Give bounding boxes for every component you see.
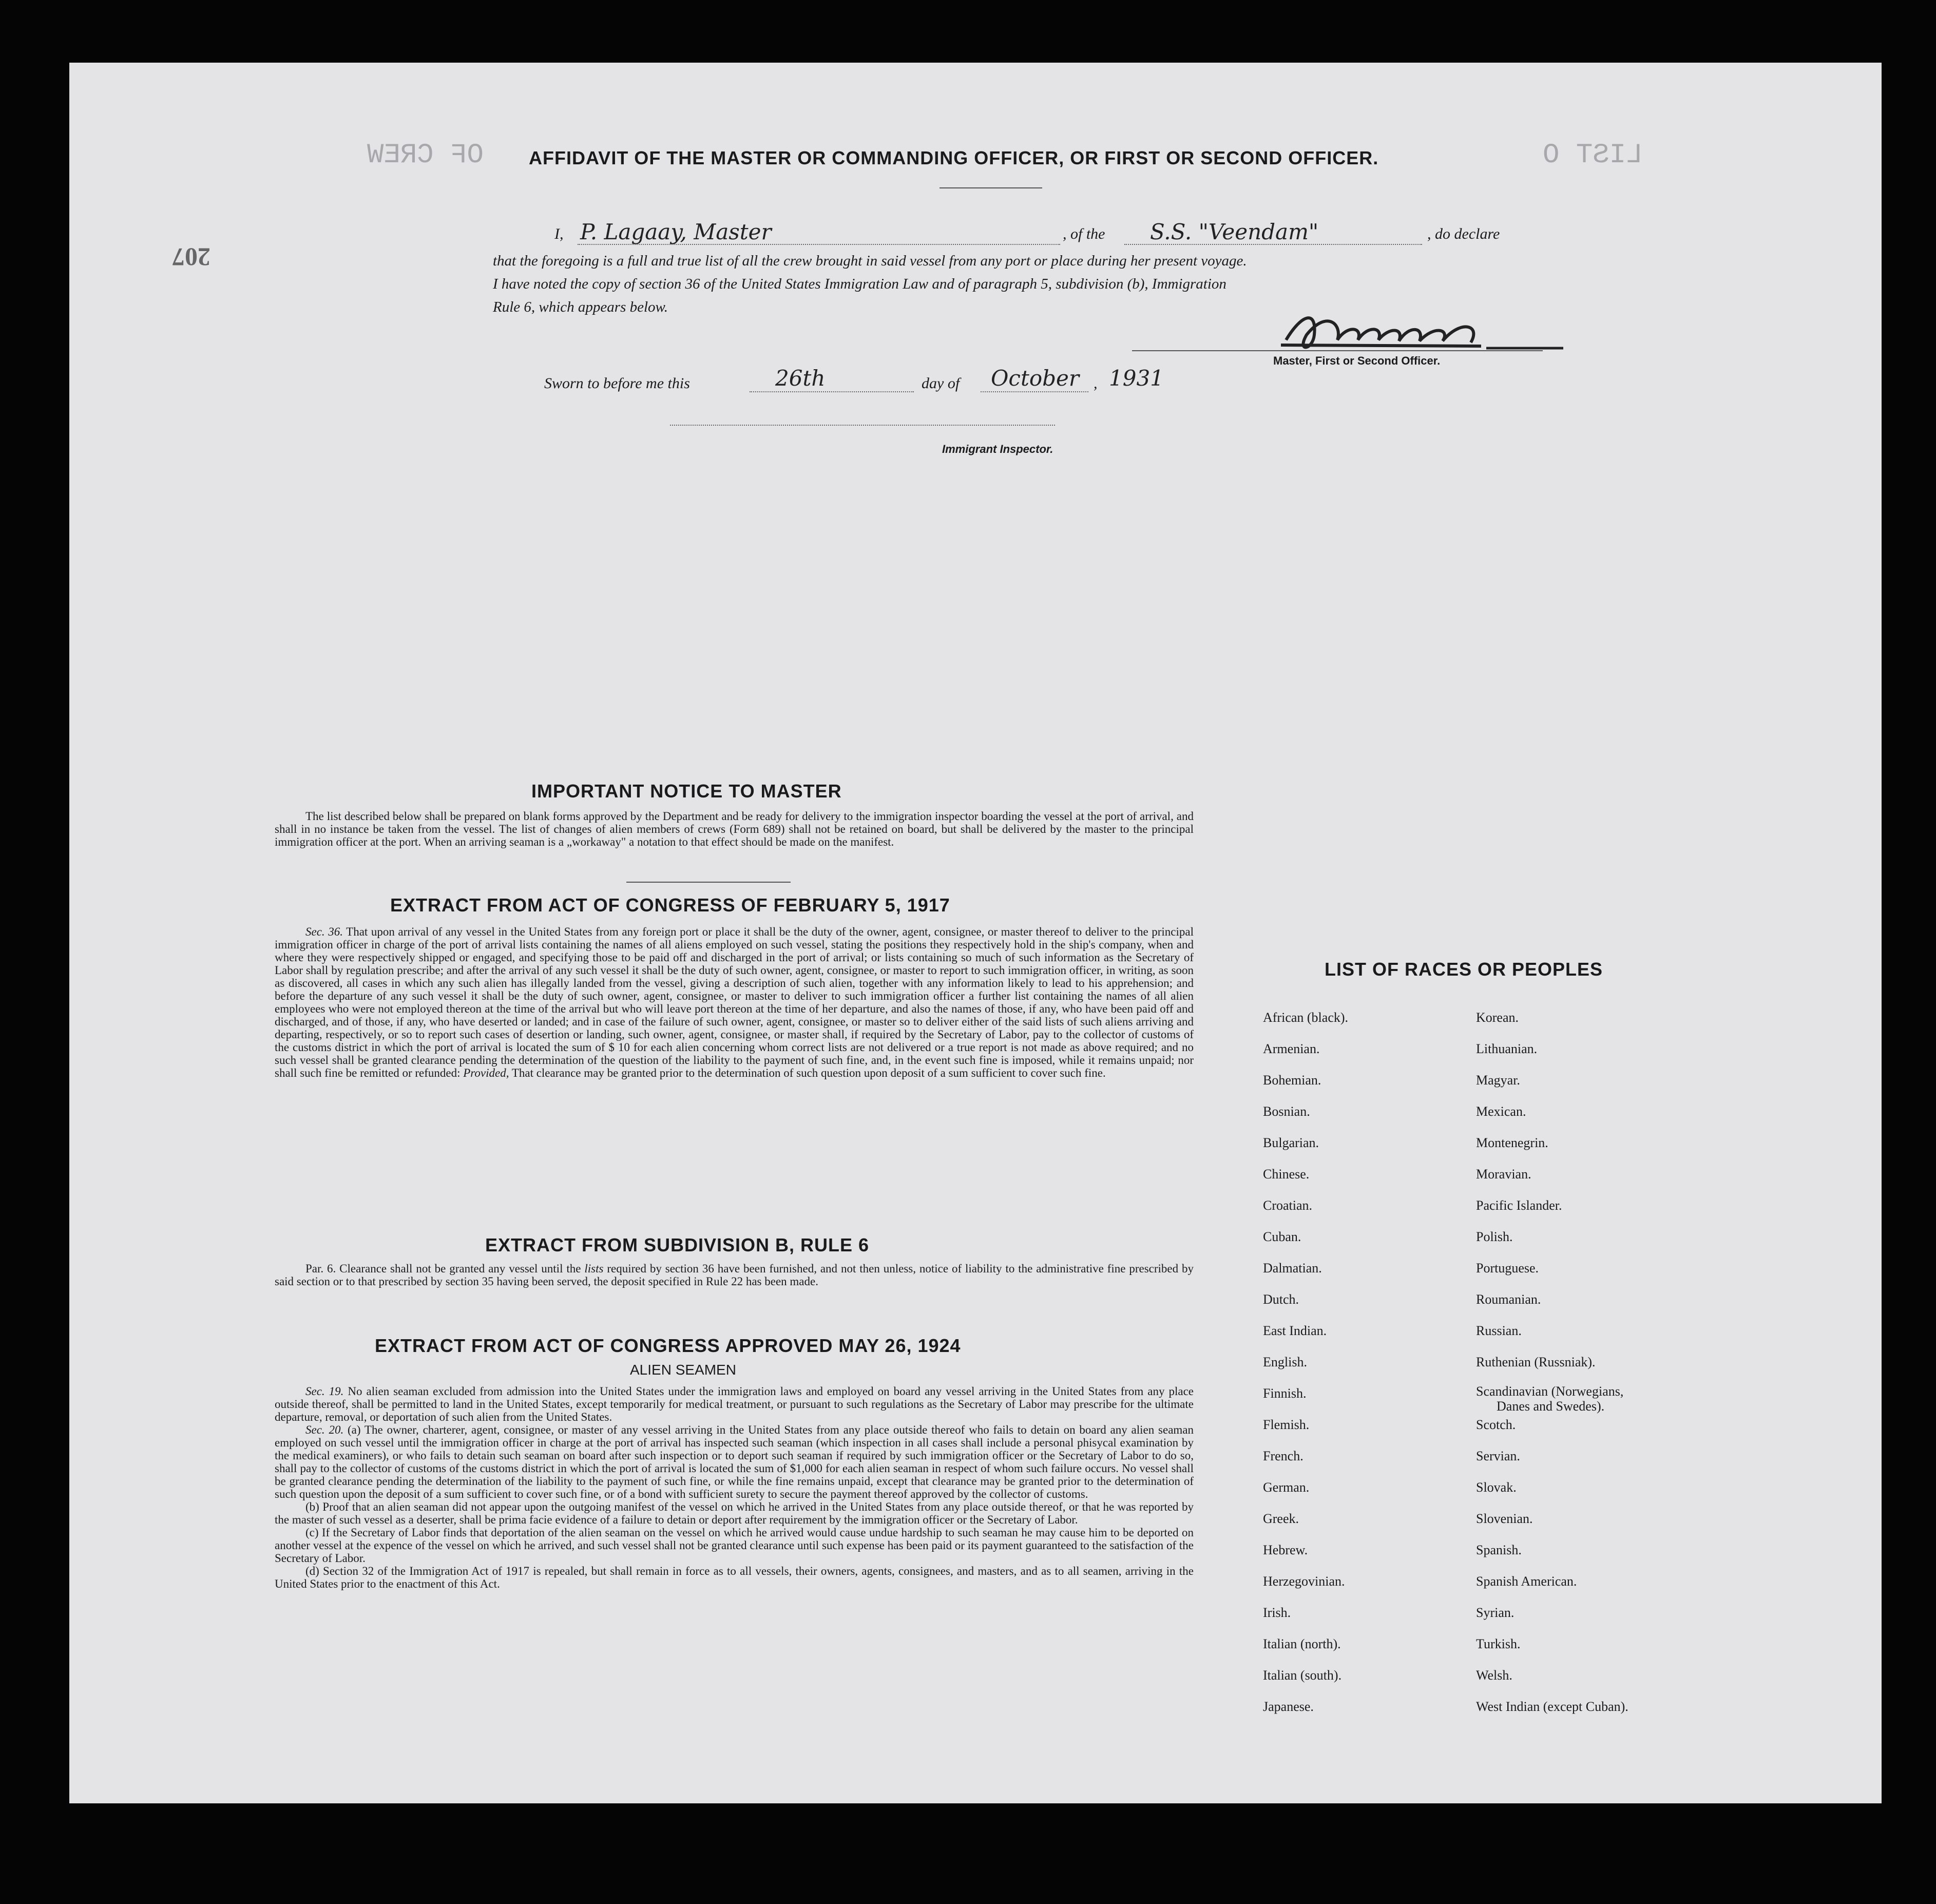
- race-right: Spanish.: [1476, 1543, 1522, 1557]
- sec-36-provided: Provided,: [463, 1067, 509, 1079]
- master-signature: [1266, 304, 1594, 360]
- sworn-year: 1931: [1109, 366, 1164, 391]
- affidavit-declare: , do declare: [1427, 225, 1500, 242]
- sworn-prefix: Sworn to before me this: [544, 375, 690, 392]
- inspector-line: [670, 425, 1055, 426]
- race-left: Armenian.: [1263, 1041, 1320, 1056]
- race-right: Polish.: [1476, 1229, 1513, 1244]
- signature-line: [1132, 350, 1543, 351]
- affidavit-i: I,: [554, 225, 564, 242]
- race-right: Lithuanian.: [1476, 1041, 1538, 1056]
- race-left: Irish.: [1263, 1605, 1291, 1620]
- race-right: Ruthenian (Russniak).: [1476, 1355, 1596, 1369]
- bleed-through-title-left: LIST O: [1543, 140, 1643, 171]
- sec-20c: (c) If the Secretary of Labor finds that deportation of the alien seaman on the vessel on which he arrived would cause undue hardship to such seaman he may cause him to be deported on another vessel at the expence of the vessel on which he arrived, and such vessel shall not be granted clearance until such expense has been paid or its payment guaranteed to the satisfaction of the Secretary of Labor.: [275, 1526, 1194, 1565]
- race-right: Magyar.: [1476, 1073, 1520, 1088]
- affidavit-title: AFFIDAVIT OF THE MASTER OR COMMANDING OFFICER, OR FIRST OR SECOND OFFICER.: [529, 147, 1379, 168]
- document-page: [69, 63, 1882, 1803]
- race-left: Bohemian.: [1263, 1073, 1321, 1088]
- sec-36-text-end: That clearance may be granted prior to the determination of such question upon deposit of a sum sufficient to cover such fine.: [511, 1067, 1106, 1079]
- race-left: German.: [1263, 1480, 1310, 1495]
- sworn-day: 26th: [775, 366, 826, 391]
- sec-19-label: Sec. 19.: [305, 1385, 344, 1398]
- rule6-text-a: Par. 6. Clearance shall not be granted any vessel until the: [305, 1262, 581, 1275]
- race-right: Slovenian.: [1476, 1511, 1533, 1526]
- race-left: Finnish.: [1263, 1386, 1307, 1401]
- title-divider: [940, 187, 1042, 188]
- race-left: Flemish.: [1263, 1417, 1310, 1432]
- races-title: LIST OF RACES OR PEOPLES: [1325, 959, 1603, 980]
- race-left: Hebrew.: [1263, 1543, 1308, 1557]
- extract-1924-body: [275, 1385, 1194, 1590]
- race-left: French.: [1263, 1449, 1304, 1463]
- extract-1917-title: EXTRACT FROM ACT OF CONGRESS OF FEBRUARY 5, 1917: [390, 894, 950, 916]
- race-right: Syrian.: [1476, 1605, 1515, 1620]
- sec-19: [275, 1385, 1194, 1423]
- vessel-name: S.S. "Veendam": [1150, 219, 1319, 244]
- bleed-through-title-right: OF CREW: [367, 140, 484, 171]
- race-right: West Indian (except Cuban).: [1476, 1699, 1628, 1714]
- race-right: Turkish.: [1476, 1636, 1521, 1651]
- race-left: East Indian.: [1263, 1323, 1327, 1338]
- sworn-comma: ,: [1094, 375, 1098, 392]
- race-right: Pacific Islander.: [1476, 1198, 1562, 1213]
- race-left: Italian (south).: [1263, 1668, 1342, 1683]
- race-left: Cuban.: [1263, 1229, 1301, 1244]
- race-right: Servian.: [1476, 1449, 1520, 1463]
- race-left: Bulgarian.: [1263, 1135, 1319, 1150]
- race-left: Dalmatian.: [1263, 1261, 1322, 1275]
- sworn-day-line: [750, 391, 914, 392]
- rule6-text-b: required by section 36 have been furnished, and not then unless, notice of liability to the administrative fine prescribed by said section or to that prescribed by section 35 having been served, the deposit specified in Rule 22 has been made.: [275, 1262, 1194, 1288]
- extract-1924-title: EXTRACT FROM ACT OF CONGRESS APPROVED MAY 26, 1924: [375, 1335, 961, 1356]
- sworn-day-of: day of: [922, 375, 960, 392]
- affidavit-line1: [554, 219, 1663, 250]
- sworn-month: October: [991, 366, 1079, 391]
- sec-36-label: Sec. 36.: [305, 925, 343, 938]
- race-right: Slovak.: [1476, 1480, 1517, 1495]
- race-left: Dutch.: [1263, 1292, 1299, 1307]
- sec-36-text: That upon arrival of any vessel in the United States from any foreign port or place it shall be the duty of the owner, agent, consignee, or master thereof to deliver to the principal immigration officer in charge of the port of arrival lists containing the names of all aliens employed on such vessel, stating the positions they respectively hold in the ship's company, when and where they were respectively shipped or engaged, and specifying those to be paid off and discharged in the port of arrival; or lists containing so much of such information as the Secretary of Labor shall by regulation prescribe; and after the arrival of any such vessel it shall be the duty of such owner, agent, consignee, or master to report to such immigration officer, in writing, as soon as discovered, all cases in which any such alien has illegally landed from the vessel, giving a description of such alien, together with any information likely to lead to his apprehension; and before the departure of any such vessel it shall be the duty of such owner, agent, consignee, or master to deliver to such immigration officer a further list containing the names of all alien employees who were not employed thereon at the time of the arrival but who will leave port thereon at the time of her departure, and also the names of those, if any, who have been paid off and discharged, and of those, if any, who have deserted or landed; and in case of the failure of such owner, agent, consignee, or master so to deliver either of the said lists of such aliens arriving and departing, respectively, or so to report such cases of desertion or landing, such owner, agent, consignee, or master shall, if required by the Secretary of Labor, pay to the collector of customs of the customs district in which the port of arrival is located the sum of $ 10 for each alien concerning whom correct lists are not delivered or a true report is not made as above required; and no such vessel shall be granted clearance pending the determination of the question of the liability to the payment of such fine, and, in the event such fine is imposed, while it remains unpaid; nor shall such fine be remitted or refunded:: [275, 925, 1194, 1079]
- master-name: P. Lagaay, Master: [580, 219, 772, 244]
- race-right: Montenegrin.: [1476, 1135, 1548, 1150]
- notice-title: IMPORTANT NOTICE TO MASTER: [531, 780, 842, 802]
- race-right: Scotch.: [1476, 1417, 1516, 1432]
- race-right: Moravian.: [1476, 1167, 1531, 1182]
- affidavit-line3: I have noted the copy of section 36 of the United States Immigration Law and of paragraph 5, subdivision (b), Immigration: [493, 276, 1226, 292]
- race-left: English.: [1263, 1355, 1307, 1369]
- margin-number: 207: [172, 243, 210, 272]
- extract-1924-subtitle: ALIEN SEAMEN: [630, 1362, 736, 1378]
- sworn-line: [544, 360, 1212, 396]
- race-right: Mexican.: [1476, 1104, 1526, 1119]
- race-left: Japanese.: [1263, 1699, 1314, 1714]
- race-right-cont: Danes and Swedes).: [1497, 1399, 1605, 1414]
- race-left: Herzegovinian.: [1263, 1574, 1345, 1589]
- race-right: Korean.: [1476, 1010, 1519, 1025]
- affidavit-of-the: , of the: [1063, 225, 1105, 242]
- race-left: Italian (north).: [1263, 1636, 1341, 1651]
- race-left: Bosnian.: [1263, 1104, 1310, 1119]
- sec-20b: (b) Proof that an alien seaman did not appear upon the outgoing manifest of the vessel on which he arrived in the United States from any place outside thereof, or that he was reported by the master of such vessel as a deserter, shall be prima facie evidence of a failure to detain or deport after requirement by the immigration officer or the Secretary of Labor.: [275, 1500, 1194, 1526]
- race-right: Scandinavian (Norwegians,: [1476, 1384, 1624, 1399]
- notice-divider: [626, 882, 791, 883]
- race-left: Greek.: [1263, 1511, 1299, 1526]
- extract-rule6-text: [275, 1262, 1194, 1288]
- race-right: Welsh.: [1476, 1668, 1512, 1683]
- race-right: Roumanian.: [1476, 1292, 1541, 1307]
- race-right: Spanish American.: [1476, 1574, 1577, 1589]
- affidavit-line4: Rule 6, which appears below.: [493, 299, 668, 315]
- vessel-name-line: [1124, 244, 1422, 245]
- sec-20a: [275, 1423, 1194, 1500]
- sec-20-label: Sec. 20.: [305, 1423, 344, 1436]
- inspector-caption: Immigrant Inspector.: [942, 443, 1053, 455]
- sec-20d: (d) Section 32 of the Immigration Act of 1917 is repealed, but shall remain in force as to all vessels, their owners, agents, consignees, and masters, and as to all seamen, arriving in the United States prior to the enactment of this Act.: [275, 1565, 1194, 1590]
- extract-rule6-title: EXTRACT FROM SUBDIVISION B, RULE 6: [485, 1234, 870, 1255]
- race-right: Portuguese.: [1476, 1261, 1539, 1275]
- extract-1917-text: [275, 925, 1194, 1079]
- race-left: Croatian.: [1263, 1198, 1313, 1213]
- race-right: Russian.: [1476, 1323, 1522, 1338]
- notice-text: The list described below shall be prepared on blank forms approved by the Department and be ready for delivery to the immigration inspector boarding the vessel at the port of arrival, and shall in no instance be taken from the vessel. The list of changes of alien members of crews (Form 689) shall not be retained on board, but shall be delivered by the master to the principal immigration officer at the port. When an arriving seaman is a „workaway" a notation to that effect should be made on the manifest.: [275, 810, 1194, 848]
- race-left: African (black).: [1263, 1010, 1349, 1025]
- master-name-line: [578, 244, 1060, 245]
- sworn-month-line: [981, 391, 1088, 392]
- rule6-lists: lists: [584, 1262, 604, 1275]
- signature-caption: Master, First or Second Officer.: [1273, 354, 1441, 367]
- sec-19-text: No alien seaman excluded from admission into the United States under the immigration laws and employed on board any vessel arriving in the United States from any place outside thereof, shall be permitted to land in the United States, except temporarily for medical treatment, or pursuant to such regulations as the Secretary of Labor may prescribe for the ultimate departure, removal, or deportation of such alien from the United States.: [275, 1385, 1194, 1423]
- sec-20a-text: (a) The owner, charterer, agent, consignee, or master of any vessel arriving in the United States from any place outside thereof who fails to detain on board any alien seaman employed on such vessel until the immigration officer in charge at the port of arrival has inspected such seaman (which inspection in all cases shall include a personal phisycal examination by the medical examiners), or who fails to detain such seaman on board after such inspection or to deport such seaman if required by such immigration officer or the Secretary of Labor to do so, shall pay to the collector of customs of the customs district in which the port of arrival is located the sum of $1,000 for each alien seaman in respect of whom such failure occurs. No vessel shall be granted clearance pending the determination of the liability to the payment of such fine, or while the fine remains unpaid, except that clearance may be granted prior to the determination of such question upon the deposit of a sum sufficient to cover such fine, or of a bond with sufficient surety to secure the payment thereof approved by the collector of customs.: [275, 1423, 1194, 1500]
- race-left: Chinese.: [1263, 1167, 1310, 1182]
- affidavit-line2: that the foregoing is a full and true list of all the crew brought in said vessel from any port or place during her present voyage.: [493, 253, 1247, 269]
